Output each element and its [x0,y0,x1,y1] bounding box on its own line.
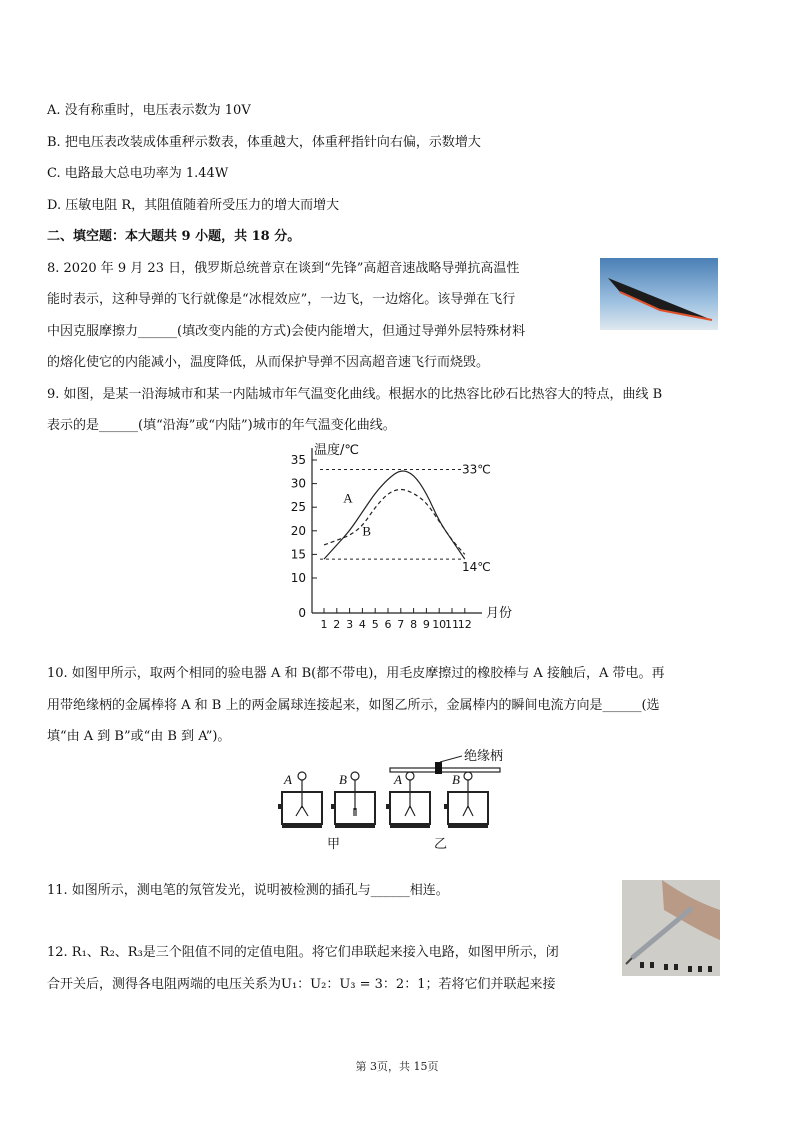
reference-label: 33℃ [462,462,491,477]
x-tick-label: 7 [397,618,405,631]
x-tick-label: 4 [358,618,366,631]
y-tick-label: 15 [290,547,306,562]
label-yi: 乙 [434,837,448,852]
label-jia: 甲 [327,837,341,852]
page-footer: 第 3页，共 15页 [355,1060,439,1073]
label-a-1: A [284,772,292,787]
q9-line-2: 表示的是______(填“沿海”或“内陆”)城市的年气温变化曲线。 [47,418,396,433]
series-a-label: A [343,490,353,506]
x-tick-label: 10 [432,618,447,631]
x-tick-label: 1 [320,618,328,631]
x-tick-label: 3 [346,618,354,631]
y-tick-label: 20 [290,523,306,538]
section-heading: 二、填空题：本大题共 9 小题，共 18 分。 [47,229,301,244]
q10-line-1: 10. 如图甲所示，取两个相同的验电器 A 和 B(都不带电)，用毛皮摩擦过的橡胶棒与 A 接触后，A 带电。再 [47,666,665,681]
q8-line-1: 8. 2020 年 9 月 23 日，俄罗斯总统普京在谈到“先锋”高超音速战略导弹抗高温性 [47,261,520,276]
insulating-handle-label: 绝缘柄 [464,749,504,764]
x-tick-label: 5 [371,618,379,631]
x-tick-label: 6 [384,618,392,631]
y-axis-label: 温度/℃ [314,443,359,458]
q10-line-2: 用带绝缘柄的金属棒将 A 和 B 上的两金属球连接起来，如图乙所示，金属棒内的瞬间电流方向是______(选 [47,698,660,713]
label-a-2: A [394,772,402,787]
electroscope-figure [272,748,532,853]
option-d: D. 压敏电阻 R，其阻值随着所受压力的增大而增大 [47,198,340,213]
y-tick-label: 25 [290,500,306,515]
y-tick-label: 35 [290,453,306,467]
q8-line-3: 中因克服摩擦力______(填改变内能的方式)会使内能增大，但通过导弹外层特殊材料 [47,324,526,339]
q8-line-2: 能时表示，这种导弹的飞行就像是“冰棍效应”，一边飞，一边熔化。该导弹在飞行 [47,292,516,307]
y-tick-label: 10 [290,571,306,585]
q9-line-1: 9. 如图，是某一沿海城市和某一内陆城市年气温变化曲线。根据水的比热容比砂石比热容大的特点，曲线 B [47,387,663,402]
series-b-label: B [362,523,372,539]
x-axis-label: 月份 [486,606,513,621]
x-tick-label: 9 [422,618,430,631]
q8-line-4: 的熔化使它的内能减小，温度降低，从而保护导弹不因高超音速飞行而烧毁。 [47,355,490,370]
series-a-curve [324,471,465,559]
missile-photo [600,258,718,330]
temperature-chart [280,438,520,638]
x-tick-label: 2 [333,618,341,631]
q12-line-1: 12. R₁、R₂、R₃是三个阻值不同的定值电阻。将它们串联起来接入电路，如图甲所示，闭 [47,945,559,960]
reference-label: 14℃ [462,560,491,575]
q10-line-3: 填“由 A 到 B”或“由 B 到 A”)。 [47,729,231,744]
label-b-1: B [339,772,347,787]
y-tick-label: 30 [290,476,306,491]
option-a: A. 没有称重时，电压表示数为 10V [47,103,251,118]
q12-line-2: 合开关后，测得各电阻两端的电压关系为U₁：U₂：U₃ = 3：2：1；若将它们并联起来接 [47,977,556,992]
x-tick-label: 11 [445,618,459,631]
option-b: B. 把电压表改装成体重秤示数表，体重越大，体重秤指针向右偏，示数增大 [47,135,481,150]
y-tick-label: 0 [298,606,306,620]
label-b-2: B [452,772,460,787]
test-pen-photo [622,880,720,976]
x-tick-label: 8 [410,618,418,631]
x-tick-label: 12 [457,618,472,631]
option-c: C. 电路最大总电功率为 1.44W [47,166,229,181]
q11-text: 11. 如图所示，测电笔的氖管发光，说明被检测的插孔与______相连。 [47,883,449,898]
